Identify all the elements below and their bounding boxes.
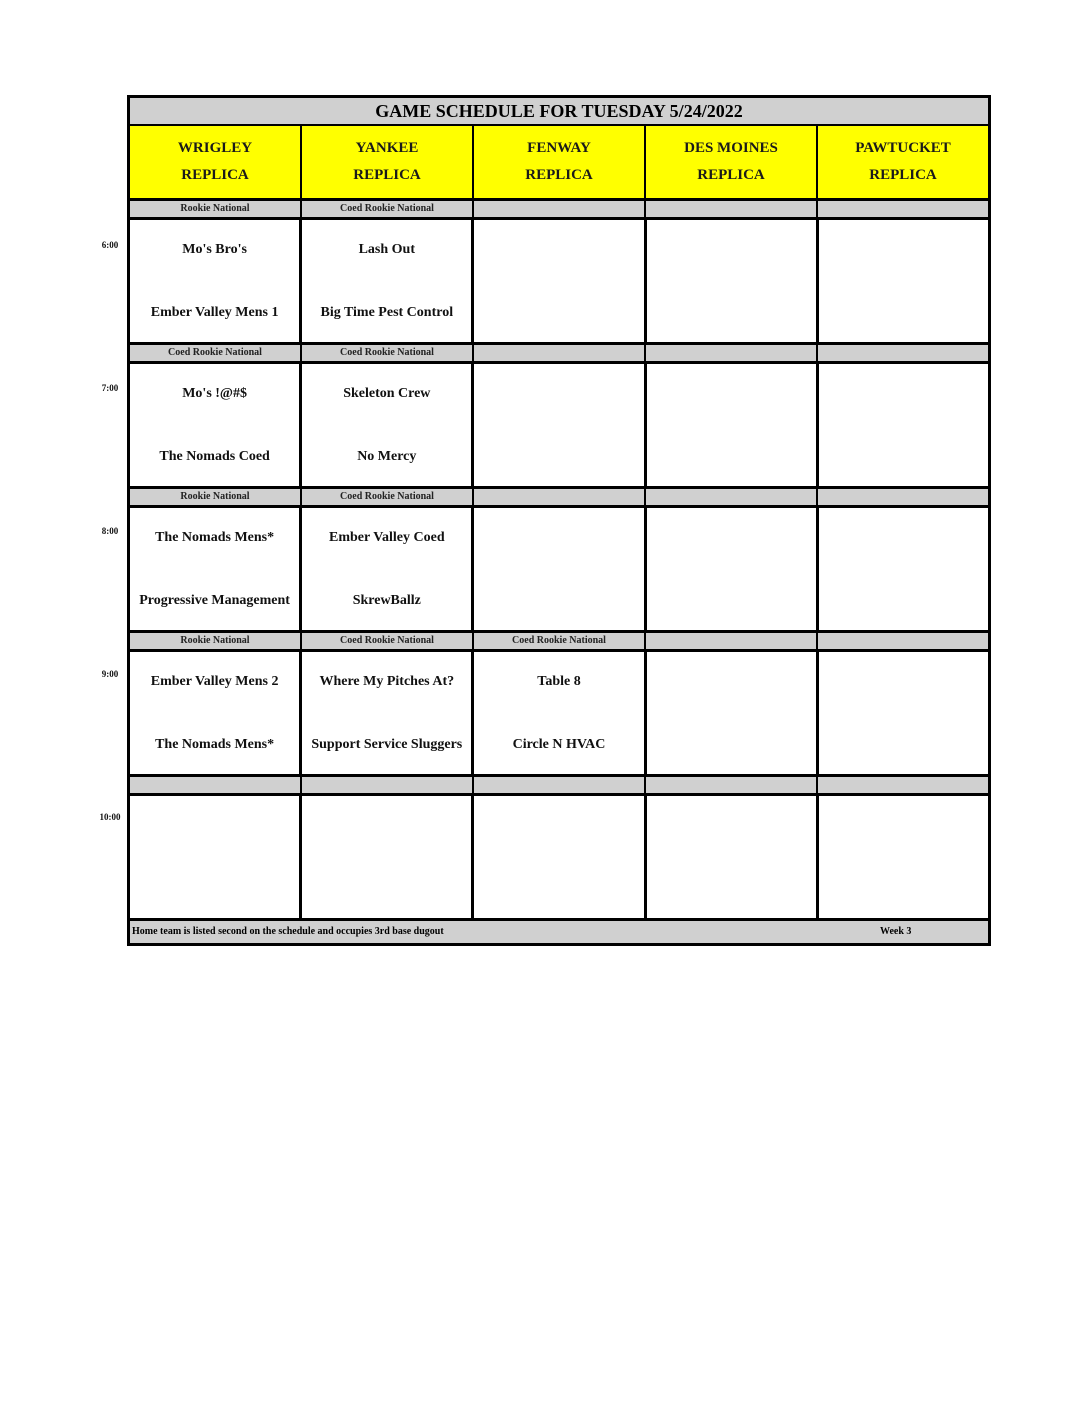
game-cell	[819, 652, 988, 774]
game-row-8-00	[130, 508, 988, 633]
game-cell	[130, 364, 302, 486]
league-label: Coed Rookie National	[302, 633, 474, 649]
home-team: Progressive Management	[139, 593, 290, 608]
field-header-yankee	[302, 126, 474, 198]
field-header-row	[130, 126, 988, 201]
game-row-10-00	[130, 796, 988, 921]
field-name: WRIGLEY	[177, 140, 253, 156]
home-team: Support Service Sluggers	[311, 737, 463, 752]
field-header-pawtucket	[818, 126, 988, 198]
game-row-9-00	[130, 652, 988, 777]
home-team: The Nomads Coed	[159, 449, 270, 464]
game-cell	[302, 364, 474, 486]
league-label	[474, 201, 646, 217]
game-cell	[474, 652, 646, 774]
league-label	[818, 777, 988, 793]
league-label: Rookie National	[130, 201, 302, 217]
league-label	[302, 777, 474, 793]
league-label: Coed Rookie National	[302, 201, 474, 217]
schedule-footer	[130, 921, 988, 943]
field-header-fenway	[474, 126, 646, 198]
league-label	[646, 489, 818, 505]
league-label	[818, 633, 988, 649]
game-cell	[474, 220, 646, 342]
field-type: REPLICA	[869, 167, 937, 183]
league-label	[818, 201, 988, 217]
league-label	[646, 345, 818, 361]
home-team: SkrewBallz	[352, 593, 421, 608]
field-name: FENWAY	[527, 140, 591, 156]
field-type: REPLICA	[525, 167, 593, 183]
league-label	[646, 201, 818, 217]
game-cell	[647, 220, 819, 342]
field-name: DES MOINES	[684, 140, 778, 156]
game-cell	[130, 796, 302, 918]
home-team: Ember Valley Mens 1	[150, 305, 279, 320]
game-cell	[474, 508, 646, 630]
league-label: Coed Rookie National	[302, 489, 474, 505]
time-label-6-00: 6:00	[101, 240, 119, 250]
game-cell	[302, 220, 474, 342]
game-cell	[647, 796, 819, 918]
game-cell	[302, 652, 474, 774]
away-team: Where My Pitches At?	[319, 674, 455, 689]
time-label-9-00: 9:00	[101, 669, 119, 679]
field-header-des-moines	[646, 126, 818, 198]
home-team-note: Home team is listed second on the schedule and occupies 3rd base dugout	[132, 926, 444, 937]
league-label	[818, 489, 988, 505]
league-label	[646, 633, 818, 649]
away-team: Table 8	[537, 674, 581, 689]
field-type: REPLICA	[181, 167, 249, 183]
game-cell	[819, 220, 988, 342]
league-label	[130, 777, 302, 793]
home-team: Big Time Pest Control	[320, 305, 454, 320]
game-cell	[819, 796, 988, 918]
week-label: Week 3	[880, 926, 912, 937]
league-label	[474, 777, 646, 793]
game-cell	[647, 652, 819, 774]
time-label-7-00: 7:00	[101, 383, 119, 393]
home-team: No Mercy	[357, 449, 417, 464]
away-team: Mo's Bro's	[182, 242, 247, 257]
time-label-10-00: 10:00	[99, 812, 121, 822]
away-team: Skeleton Crew	[343, 386, 431, 401]
league-label: Rookie National	[130, 489, 302, 505]
field-type: REPLICA	[697, 167, 765, 183]
away-team: Mo's !@#$	[182, 386, 247, 401]
league-row-8-00	[130, 489, 988, 508]
league-label	[474, 489, 646, 505]
game-cell	[130, 508, 302, 630]
game-cell	[130, 220, 302, 342]
field-header-wrigley	[130, 126, 302, 198]
league-row-10-00	[130, 777, 988, 796]
field-name: PAWTUCKET	[855, 140, 951, 156]
league-label	[474, 345, 646, 361]
league-row-7-00	[130, 345, 988, 364]
game-row-6-00	[130, 220, 988, 345]
away-team: Ember Valley Coed	[328, 530, 445, 545]
league-label: Coed Rookie National	[302, 345, 474, 361]
home-team: Circle N HVAC	[512, 737, 606, 752]
league-label	[818, 345, 988, 361]
away-team: The Nomads Mens*	[155, 530, 275, 545]
game-cell	[647, 508, 819, 630]
game-cell	[302, 508, 474, 630]
league-label: Coed Rookie National	[474, 633, 646, 649]
league-label: Coed Rookie National	[130, 345, 302, 361]
league-label	[646, 777, 818, 793]
time-label-8-00: 8:00	[101, 526, 119, 536]
game-cell	[474, 364, 646, 486]
game-cell	[819, 364, 988, 486]
away-team: Lash Out	[358, 242, 416, 257]
game-cell	[474, 796, 646, 918]
league-row-9-00	[130, 633, 988, 652]
game-cell	[819, 508, 988, 630]
league-label: Rookie National	[130, 633, 302, 649]
home-team: The Nomads Mens*	[155, 737, 275, 752]
game-row-7-00	[130, 364, 988, 489]
field-type: REPLICA	[353, 167, 421, 183]
schedule-table	[127, 95, 991, 946]
away-team: Ember Valley Mens 2	[150, 674, 279, 689]
game-cell	[302, 796, 474, 918]
game-cell	[647, 364, 819, 486]
league-row-6-00	[130, 201, 988, 220]
field-name: YANKEE	[355, 140, 419, 156]
game-cell	[130, 652, 302, 774]
schedule-title: GAME SCHEDULE FOR TUESDAY 5/24/2022	[130, 98, 988, 126]
